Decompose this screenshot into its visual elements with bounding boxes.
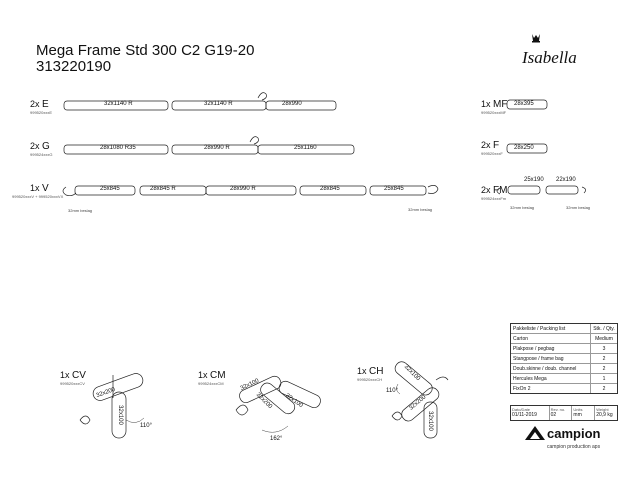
part-fm-2: 22x190 [556,177,576,183]
row-ch-code: 999520xxxCH [357,377,383,382]
row-fm-label: 2x FM [481,185,508,196]
cm-clamp [236,405,248,415]
packing-table [510,323,618,394]
campion-logo [525,424,619,454]
tube-fm-2 [546,186,578,194]
note-v-left: 32mm beslag [68,208,93,213]
drawing-number: 313220190 [36,58,112,75]
table-row: FixOn 2 2 [511,383,617,393]
ch-clamp [392,412,402,420]
ch-top-clamp [436,377,448,380]
row-f-label: 2x F [481,140,500,151]
part-g-1: 28x1080 R35 [100,145,136,151]
table-row: Hercules Mega 1 [511,373,617,383]
tube-fm-1 [508,186,540,194]
clamp-v-left [63,187,76,196]
meta-unit: Units mm [571,406,594,420]
part-g-3: 25x1160 [294,145,317,151]
table-row: Doub.skinne / doub. channel 2 [511,363,617,373]
part-ch-3: 32x100 [426,411,433,431]
part-cv-1: 32x200 [95,386,117,400]
note-fm-left: 32mm beslag [510,205,535,210]
angle-cm: 162° [270,436,283,442]
row-cm-label: 1x CM [198,370,226,381]
row-v-code: 999520xxxV + 999520xxxVX [12,194,64,199]
part-ch-2: 32x200 [408,394,428,412]
row-f-code: 999520xxxF [481,151,503,156]
clamp-g [250,137,259,144]
part-e-1: 32x1140 R [104,101,133,107]
row-mf-label: 1x MF [481,99,508,110]
part-v-1: 25x845 [100,186,120,192]
note-v-right: 32mm beslag [408,207,433,212]
part-fm-1: 25x190 [524,177,544,183]
drawing-meta [510,405,618,421]
svg-text:Isabella: Isabella [522,48,577,67]
part-g-2: 28x990 R [204,145,230,151]
meta-date: Dato/Date 01/11-2019 [512,407,537,418]
row-ch-label: 1x CH [357,366,384,377]
meta-rev: Rev. no. 02 [549,406,572,420]
table-row: Carton Medium [511,333,617,343]
part-ch-1: 32x100 [402,363,421,383]
part-cm-1: 32x100 [239,378,261,392]
meta-weight: Weight 20,9 kg [594,406,617,420]
clamp-fm-left [497,188,500,194]
table-header: Pakkeliste / Packing list Stk. / Qty. [511,324,617,333]
part-v-4: 28x845 [320,186,340,192]
table-row: Stangpose / frame bag 2 [511,353,617,363]
part-cm-3: 32x100 [284,392,304,410]
drawing-title: Mega Frame Std 300 C2 G19-20 [36,42,255,59]
part-f: 28x250 [514,145,534,151]
clamp-e [258,93,267,100]
part-e-2: 32x1140 R [204,101,233,107]
svg-text:campion: campion [547,426,601,441]
row-v-label: 1x V [30,183,49,194]
part-mf: 28x395 [514,101,534,107]
row-g-code: 999524xxxG [30,152,53,157]
cv-clamp [80,416,90,424]
note-fm-right: 32mm beslag [566,205,591,210]
row-cm-code: 999524xxxCM [198,381,224,386]
part-v-3: 28x990 R [230,186,256,192]
clamp-fm-right [582,187,586,193]
part-v-2: 28x845 R [150,186,176,192]
part-cv-2: 32x100 [116,405,123,425]
part-e-3: 28x990 [282,101,302,107]
svg-text:campion production aps: campion production aps [547,444,601,450]
row-fm-code: 999524xxxFm [481,196,507,201]
row-mf-code: 999520xxxMF [481,110,507,115]
part-v-5: 25x845 [384,186,404,192]
angle-ch: 110° [386,388,398,394]
part-cm-2: 32x200 [254,391,273,411]
clamp-v-right [428,185,438,193]
angle-cv: 110° [140,423,152,429]
row-g-label: 2x G [30,141,50,152]
row-cv-code: 999520xxxCV [60,381,85,386]
row-e-label: 2x E [30,99,49,110]
row-cv-label: 1x CV [60,370,86,381]
row-e-code: 999520xxxE [30,110,53,115]
table-row: Plakpose / pegbag 3 [511,343,617,353]
